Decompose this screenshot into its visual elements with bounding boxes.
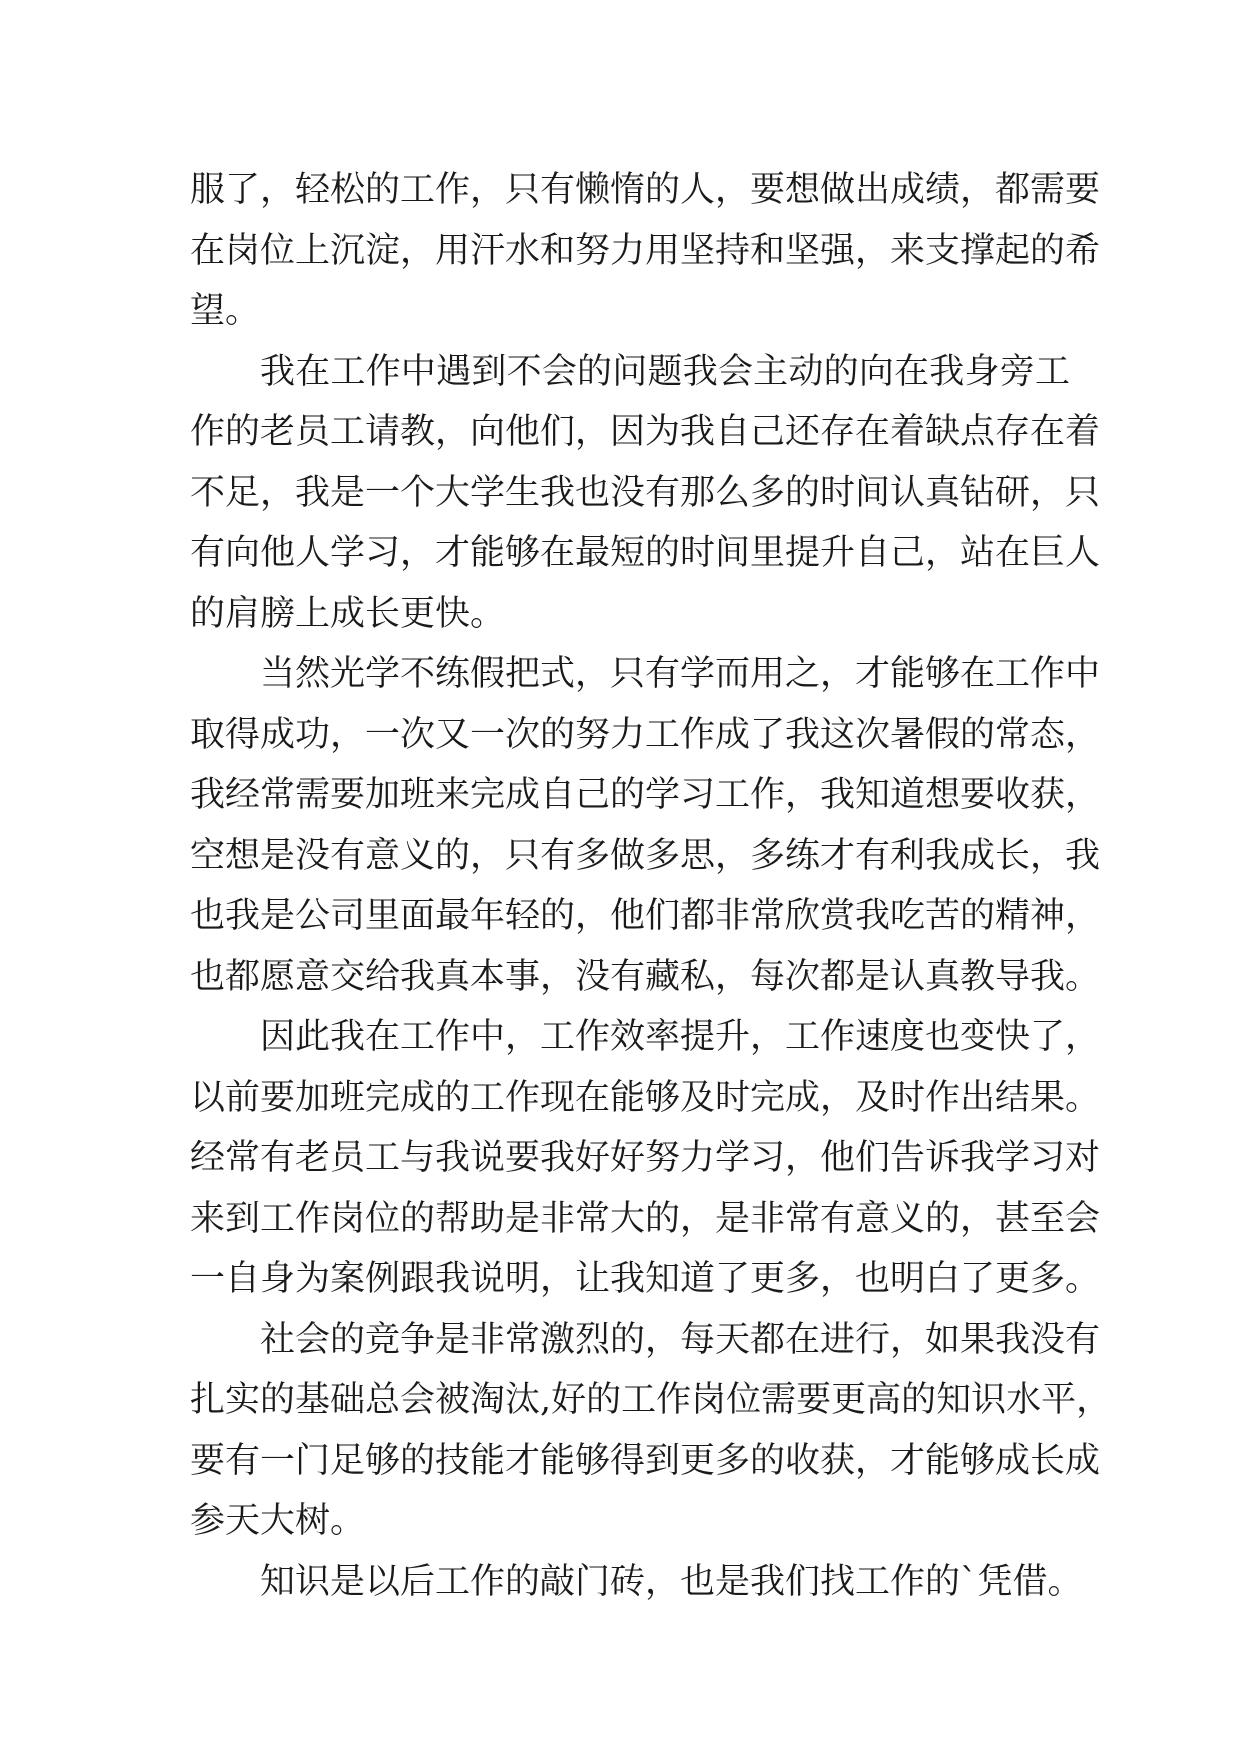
text-line: 在岗位上沉淀，用汗水和努力用坚持和坚强，来支撑起的希: [190, 230, 1101, 271]
text-line: 一自身为案例跟我说明，让我知道了更多，也明白了更多。: [190, 1259, 1101, 1299]
body-text: [190, 160, 1112, 1612]
paragraph: [190, 342, 1101, 645]
text-line: 的肩膀上成长更快。: [190, 593, 506, 634]
text-line: 取得成功，一次又一次的努力工作成了我这次暑假的常态，: [190, 714, 1101, 755]
text-line: 以前要加班完成的工作现在能够及时完成，及时作出结果。: [190, 1077, 1101, 1118]
paragraph: [190, 1007, 1101, 1310]
text-line: 经常有老员工与我说要我好好努力学习，他们告诉我学习对: [190, 1138, 1101, 1178]
text-line: 有向他人学习，才能够在最短的时间里提升自己，站在巨人: [190, 533, 1101, 573]
text-line: 不足，我是一个大学生我也没有那么多的时间认真钻研，只: [190, 472, 1101, 513]
text-line: 也我是公司里面最年轻的，他们都非常欣赏我吃苦的精神，: [190, 896, 1101, 936]
text-line: 扎实的基础总会被淘汰,好的工作岗位需要更高的知识水平，: [190, 1380, 1112, 1420]
paragraph: [190, 160, 1101, 342]
text-line: 社会的竞争是非常激烈的，每天都在进行，如果我没有: [260, 1319, 1101, 1360]
text-line: 知识是以后工作的敲门砖，也是我们找工作的`凭借。: [260, 1561, 1083, 1602]
text-line: 空想是没有意义的，只有多做多思，多练才有利我成长，我: [190, 835, 1101, 876]
paragraph: [190, 1310, 1112, 1552]
text-line: 要有一门足够的技能才能够得到更多的收获，才能够成长成: [190, 1440, 1101, 1481]
paragraph: [190, 1552, 1083, 1613]
text-line: 作的老员工请教，向他们，因为我自己还存在着缺点存在着: [190, 412, 1101, 452]
text-line: 服了，轻松的工作，只有懒惰的人，要想做出成绩，都需要: [190, 170, 1101, 210]
text-line: 当然光学不练假把式，只有学而用之，才能够在工作中: [260, 654, 1101, 694]
text-line: 也都愿意交给我真本事，没有藏私，每次都是认真教导我。: [190, 956, 1101, 997]
text-line: 我在工作中遇到不会的问题我会主动的向在我身旁工: [260, 351, 1070, 392]
text-line: 因此我在工作中，工作效率提升，工作速度也变快了，: [260, 1017, 1101, 1057]
text-line: 望。: [190, 291, 261, 331]
paragraph: [190, 644, 1101, 1007]
text-line: 来到工作岗位的帮助是非常大的，是非常有意义的，甚至会: [190, 1198, 1101, 1239]
text-line: 我经常需要加班来完成自己的学习工作，我知道想要收获，: [190, 775, 1101, 815]
text-line: 参天大树。: [190, 1501, 366, 1541]
